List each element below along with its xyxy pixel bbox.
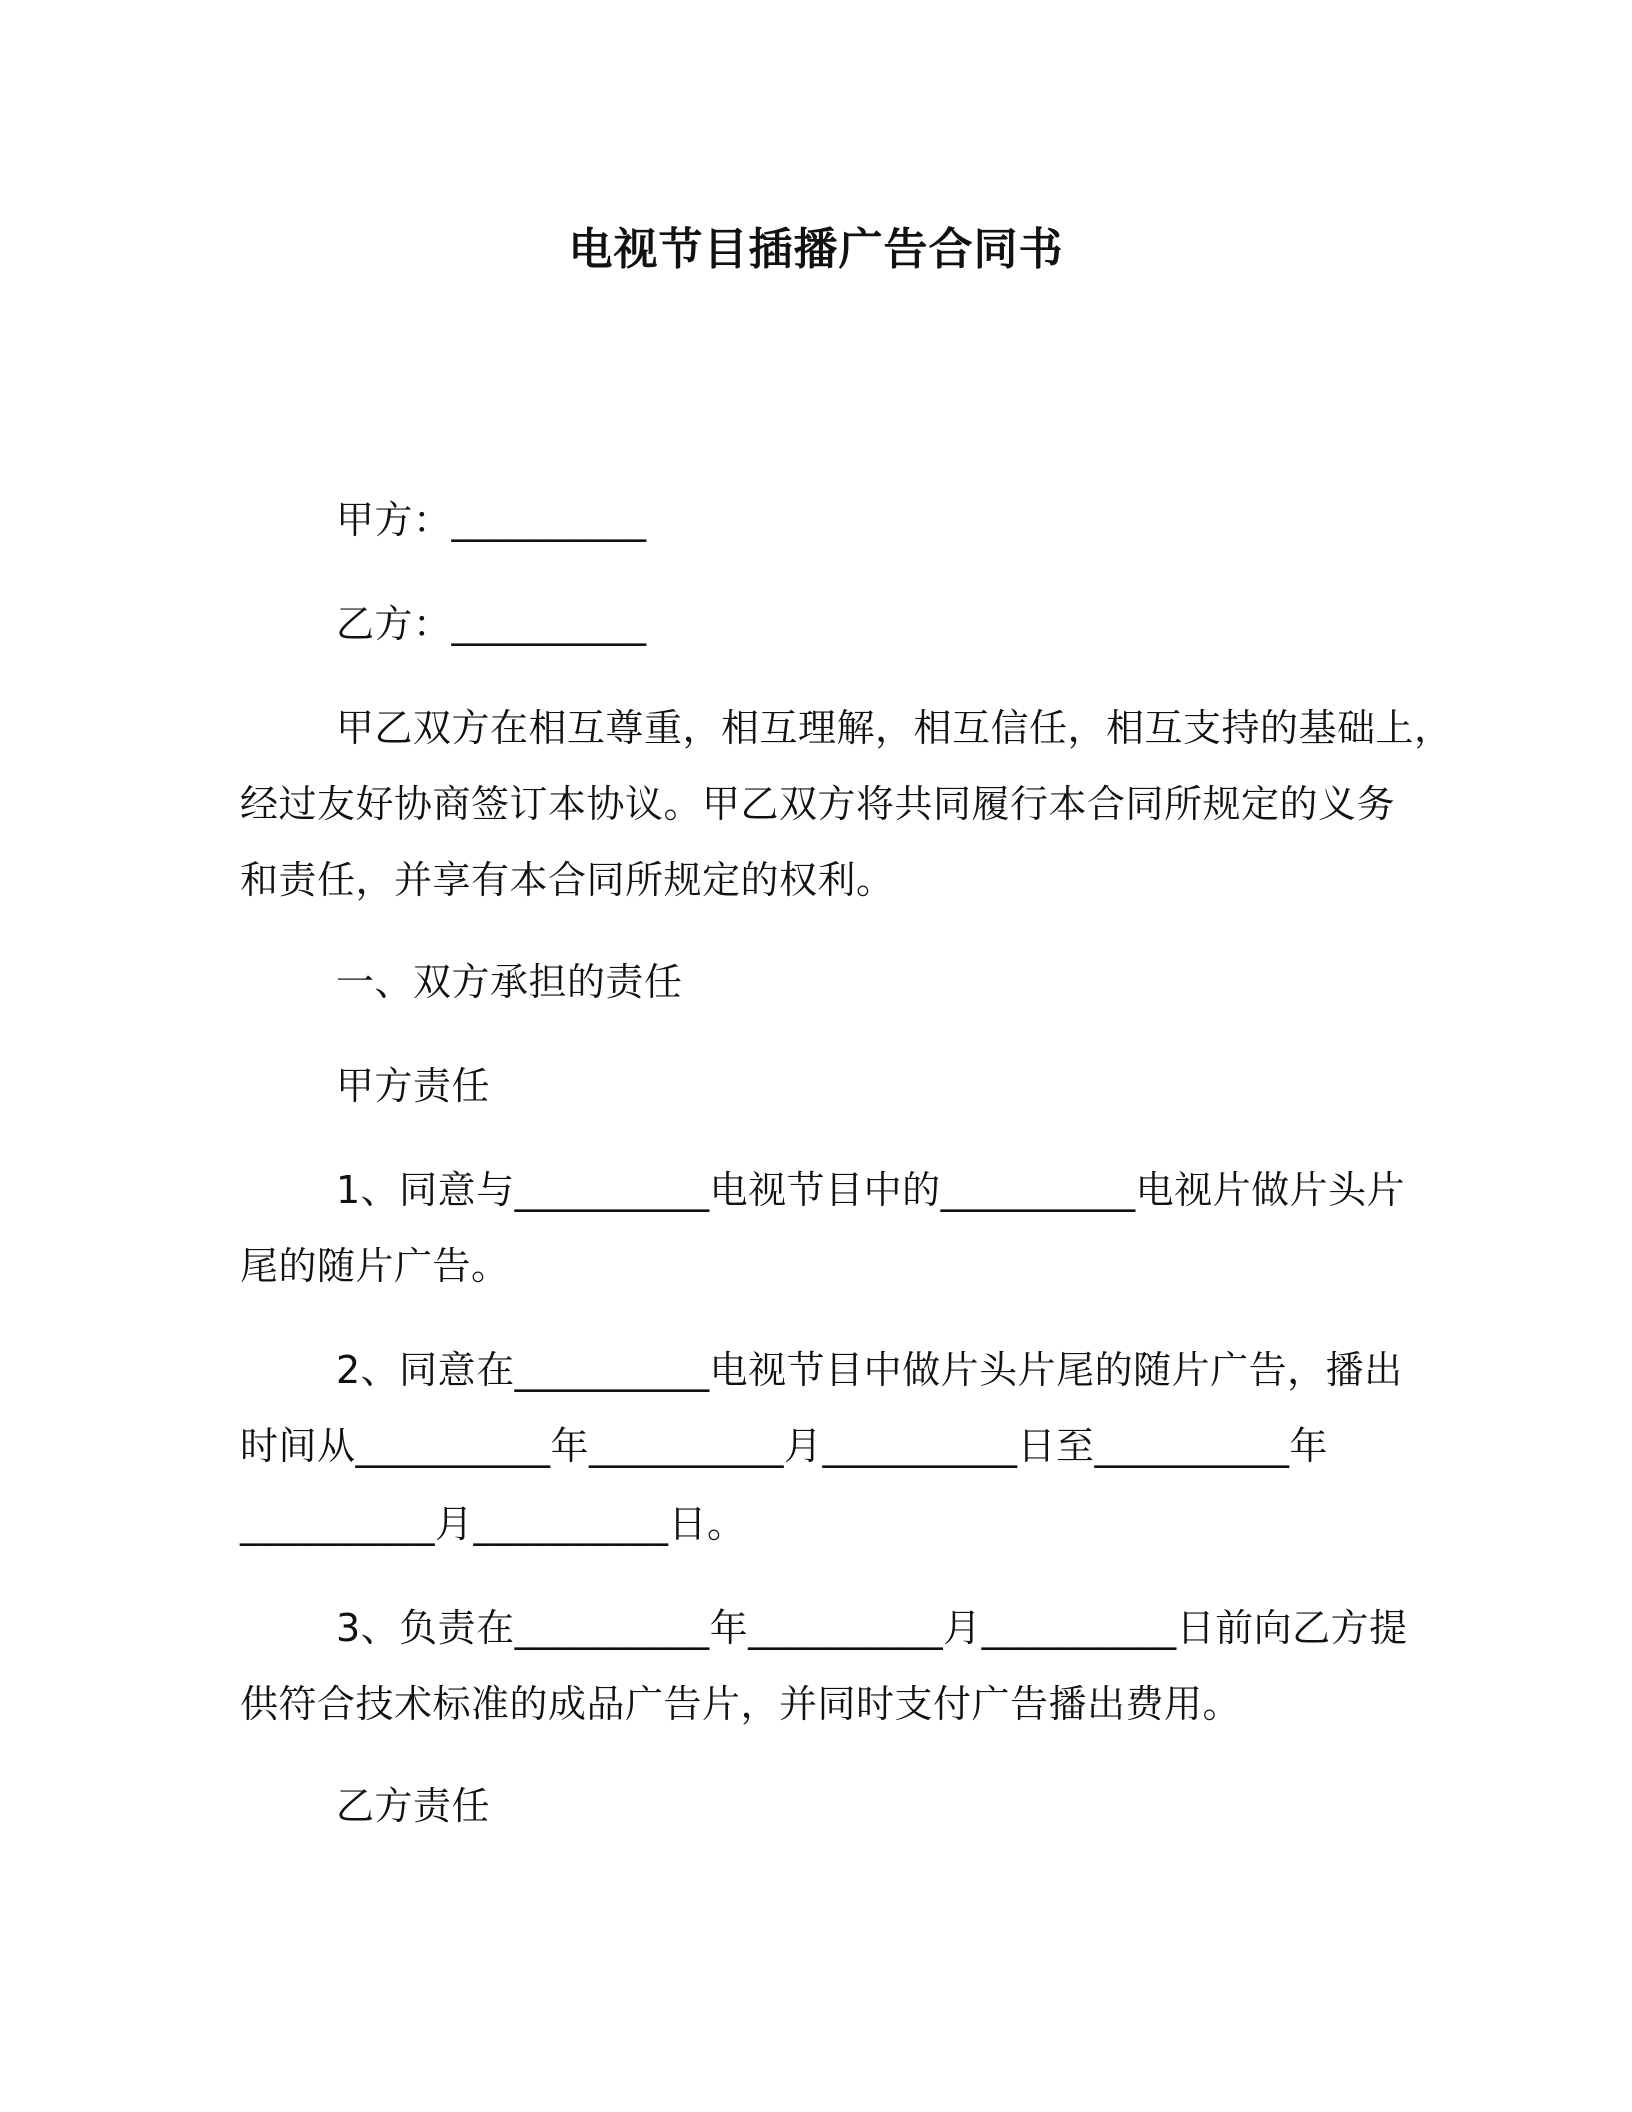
clause-2-line-1: 2、同意在__________电视节目中做片头片尾的随片广告，播出 — [336, 1348, 1403, 1392]
clause-3-line-2: 供符合技术标准的成品广告片，并同时支付广告播出费用。 — [240, 1682, 1242, 1726]
clause-1-line-1: 1、同意与__________电视节目中的__________电视片做片头片 — [336, 1168, 1406, 1212]
clause-2-line-2: 时间从__________年__________月__________日至__________年 — [240, 1424, 1329, 1468]
party-b-duties-heading: 乙方责任 — [336, 1784, 491, 1828]
party-b-line: 乙方：__________ — [336, 602, 647, 646]
clause-1-line-2: 尾的随片广告。 — [240, 1244, 510, 1288]
clause-3-line-1: 3、负责在__________年__________月__________日前向乙方提 — [336, 1606, 1408, 1650]
party-a-duties-heading: 甲方责任 — [336, 1064, 491, 1108]
document-title: 电视节目插播广告合同书 — [568, 224, 1064, 275]
preamble-line-1: 甲乙双方在相互尊重，相互理解，相互信任，相互支持的基础上， — [336, 706, 1453, 750]
preamble-line-3: 和责任，并享有本合同所规定的权利。 — [240, 858, 895, 902]
clause-2-line-3: __________月__________日。 — [240, 1502, 746, 1546]
party-a-line: 甲方：__________ — [336, 498, 647, 542]
section-1-heading: 一、双方承担的责任 — [336, 960, 683, 1004]
preamble-line-2: 经过友好协商签订本协议。甲乙双方将共同履行本合同所规定的义务 — [240, 782, 1396, 826]
